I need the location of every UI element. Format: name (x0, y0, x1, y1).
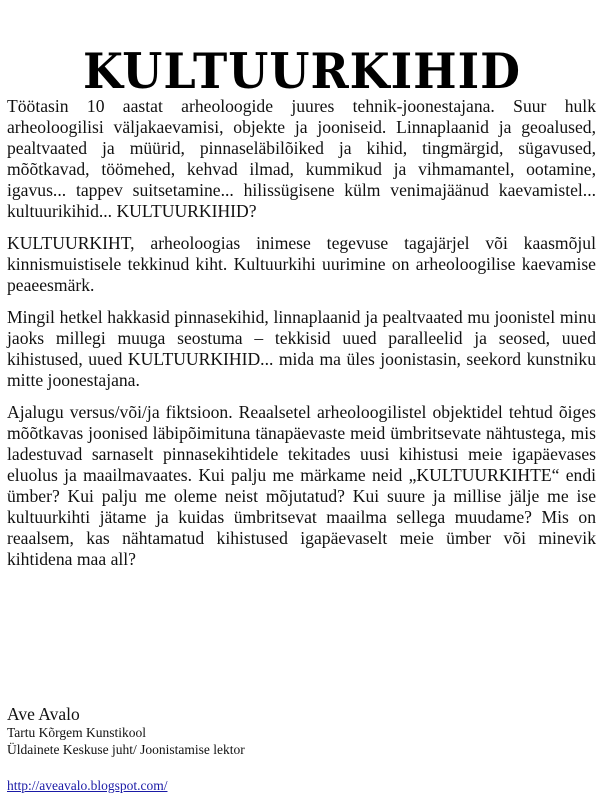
paragraph-intro: Töötasin 10 aastat arheoloogide juures tehnik-joonestajana. Suur hulk arheoloogilisi väljakaevamisi, objekte ja jooniseid. Linnaplaanid ja geoalused, pealtvaated ja müürid, pinnaseläbilõiked ja kihid, tingmärgid, sügavused, mõõtkavad, töömehed, kehvad ilmad, kummikud ja vihmamantel, ootamine, igavus... tappev suitsetamine... hilissügisene külm venimajäänud kaevamistel... kultuurikihid... KULTUURKIHID? (7, 96, 596, 221)
author-position: Üldainete Keskuse juht/ Joonistamise lektor (7, 742, 245, 757)
paragraph-drawings: Mingil hetkel hakkasid pinnasekihid, linnaplaanid ja pealtvaated mu joonistel minu jaoks millegi muuga seostuma – tekkisid uued paralleelid ja seosed, uued kihistused, uued KULTUURKIHID... mida ma üles joonistasin, seekord kunstniku mitte joonestajana. (7, 307, 596, 390)
paragraph-history-fiction: Ajalugu versus/või/ja fiktsioon. Reaalsetel arheoloogilistel objektidel tehtud õiges mõõtkavas joonised läbipõimituna tänapäevaste meid ümbritsevate nähtustega, mis ladestuvad sarnaselt pinnasekihtidele tekitades uusi kihistusi meie igapäevases eluolus ja maailmavaates. Kui palju me märkame neid „KULTUURKIHTE“ endi ümber? Kui palju me oleme neist mõjutatud? Kui suure ja millise jälje me ise kultuurkihti jätame ja kuidas ümbritsevat maailma sellega muudame? Mis on reaalsem, kas nähtamatud kihistused igapäevaselt meie ümber või minevik kihtidena maa all? (7, 402, 596, 569)
paragraph-definition: KULTUURKIHT, arheoloogias inimese tegevuse tagajärjel või kaasmõjul kinnismuistisele tekkinud kiht. Kultuurkihi uurimine on arheoloogilise kaevamise peaeesmärk. (7, 233, 596, 295)
signature-block (7, 704, 407, 794)
document-body (7, 96, 596, 581)
author-institution: Tartu Kõrgem Kunstikool (7, 725, 147, 740)
blog-link[interactable]: http://aveavalo.blogspot.com/ (7, 778, 168, 793)
document-title: KULTUURKIHID (82, 42, 522, 100)
author-name: Ave Avalo (7, 704, 80, 724)
